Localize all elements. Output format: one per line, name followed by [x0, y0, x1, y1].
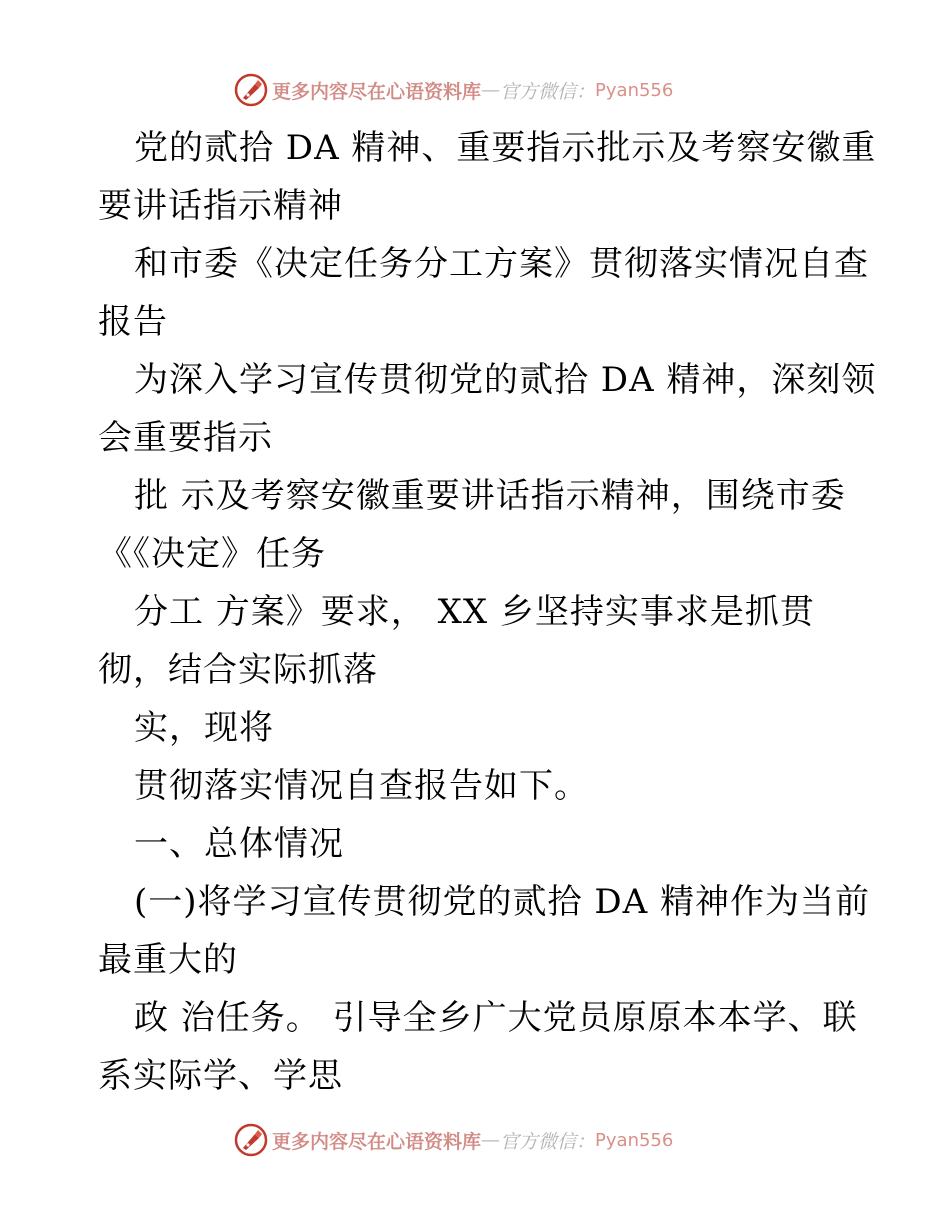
subsection-heading: (一)将学习宣传贯彻党的贰拾 DA 精神作为当前: [134, 882, 870, 922]
pen-nib-logo-icon: [234, 1123, 268, 1157]
text-line: 会重要指示: [98, 418, 273, 458]
text-line: 政 治任务。 引导全乡广大党员原原本本学、联: [134, 998, 858, 1038]
watermark-wechat-label: 官方微信：: [500, 80, 596, 103]
footer-watermark: [234, 1122, 714, 1158]
watermark-wechat-id: Pyan556: [595, 1129, 674, 1151]
text-line: 要讲话指示精神: [98, 186, 343, 226]
text-line: 和市委《决定任务分工方案》贯彻落实情况自查: [134, 244, 869, 284]
text-line: 最重大的: [98, 940, 238, 980]
text-line: 为深入学习宣传贯彻党的贰拾 DA 精神，深刻领: [134, 360, 877, 400]
watermark-wechat-label: 官方微信：: [500, 1130, 596, 1153]
text-line: 贯彻落实情况自查报告如下。: [134, 766, 589, 806]
section-heading: 一、总体情况: [134, 824, 344, 864]
watermark-site-name: 更多内容尽在心语资料库: [272, 80, 482, 103]
text-line: 批 示及考察安徽重要讲话指示精神，围绕市委: [134, 476, 846, 516]
text-line: 《《决定》任务: [98, 534, 326, 574]
text-line: 系实际学、学思: [98, 1056, 343, 1096]
watermark-wechat-id: Pyan556: [595, 79, 674, 101]
text-line: 报告: [98, 302, 168, 342]
watermark-separator: —: [481, 79, 501, 101]
watermark-separator: —: [481, 1129, 501, 1151]
header-watermark: [234, 72, 714, 108]
watermark-site-name: 更多内容尽在心语资料库: [272, 1130, 482, 1153]
pen-nib-logo-icon: [234, 73, 268, 107]
text-line: 彻，结合实际抓落: [98, 650, 378, 690]
text-line: 实，现将: [134, 708, 274, 748]
text-line: 分工 方案》要求， XX 乡坚持实事求是抓贯: [134, 592, 815, 632]
text-line: 党的贰拾 DA 精神、重要指示批示及考察安徽重: [134, 128, 877, 168]
